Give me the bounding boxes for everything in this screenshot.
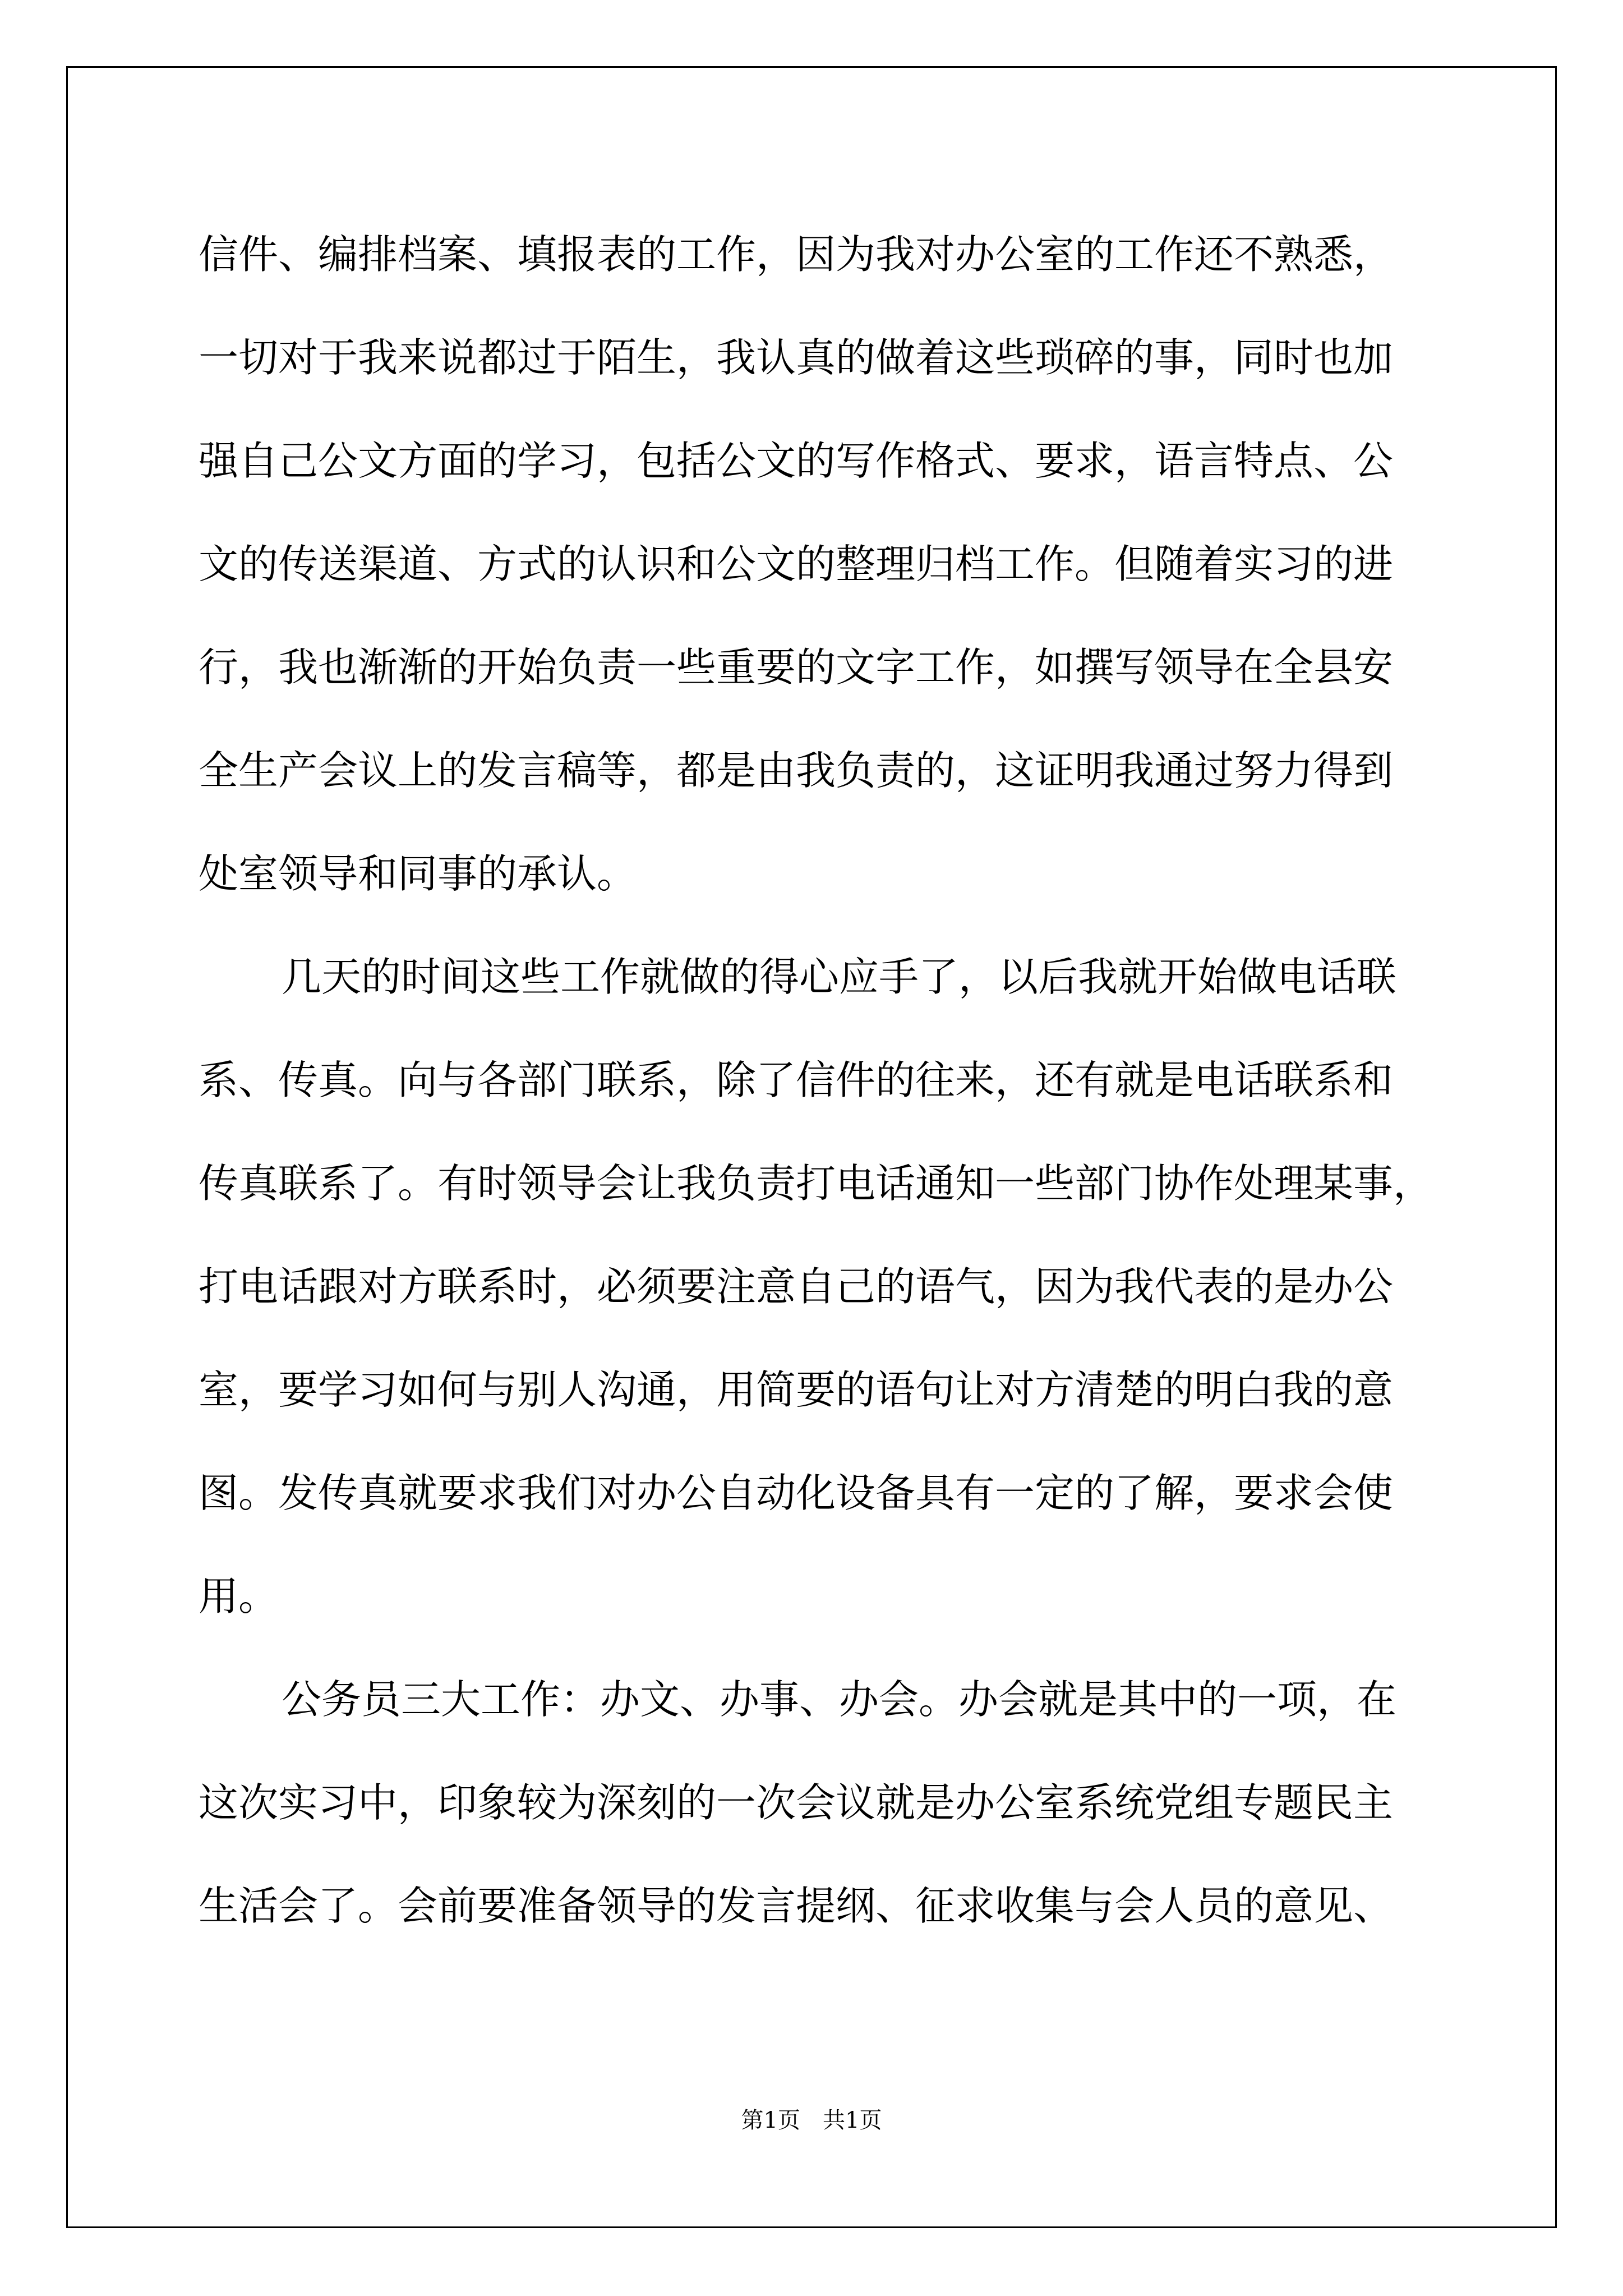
- text-line: 行，我也渐渐的开始负责一些重要的文字工作，如撰写领导在全县安: [199, 644, 1394, 691]
- text-line: 处室领导和同事的承认。: [199, 850, 637, 897]
- text-line: 公务员三大工作：办文、办事、办会。办会就是其中的一项，在: [282, 1676, 1397, 1723]
- text-line: 信件、编排档案、填报表的工作，因为我对办公室的工作还不熟悉，: [199, 231, 1394, 278]
- text-line: 这次实习中，印象较为深刻的一次会议就是办公室系统党组专题民主: [199, 1779, 1394, 1826]
- text-line: 一切对于我来说都过于陌生，我认真的做着这些琐碎的事，同时也加: [199, 334, 1394, 381]
- text-line: 用。: [199, 1573, 279, 1619]
- document-body: [199, 203, 1491, 1958]
- text-line: 生活会了。会前要准备领导的发言提纲、征求收集与会人员的意见、: [199, 1883, 1394, 1929]
- text-line: 打电话跟对方联系时，必须要注意自己的语气，因为我代表的是办公: [199, 1263, 1394, 1310]
- text-line: 图。发传真就要求我们对办公自动化设备具有一定的了解，要求会使: [199, 1470, 1394, 1516]
- text-line: 全生产会议上的发言稿等，都是由我负责的，这证明我通过努力得到: [199, 747, 1394, 794]
- text-line: 系、传真。向与各部门联系，除了信件的往来，还有就是电话联系和: [199, 1057, 1394, 1103]
- text-line: 强自己公文方面的学习，包括公文的写作格式、要求，语言特点、公: [199, 438, 1394, 484]
- page-number-footer: 第1页 共1页: [741, 2108, 882, 2133]
- text-line: 室，要学习如何与别人沟通，用简要的语句让对方清楚的明白我的意: [199, 1366, 1394, 1413]
- text-line: 传真联系了。有时领导会让我负责打电话通知一些部门协作处理某事，: [199, 1160, 1433, 1207]
- text-line: 几天的时间这些工作就做的得心应手了，以后我就开始做电话联: [282, 954, 1397, 1000]
- text-line: 文的传送渠道、方式的认识和公文的整理归档工作。但随着实习的进: [199, 541, 1394, 587]
